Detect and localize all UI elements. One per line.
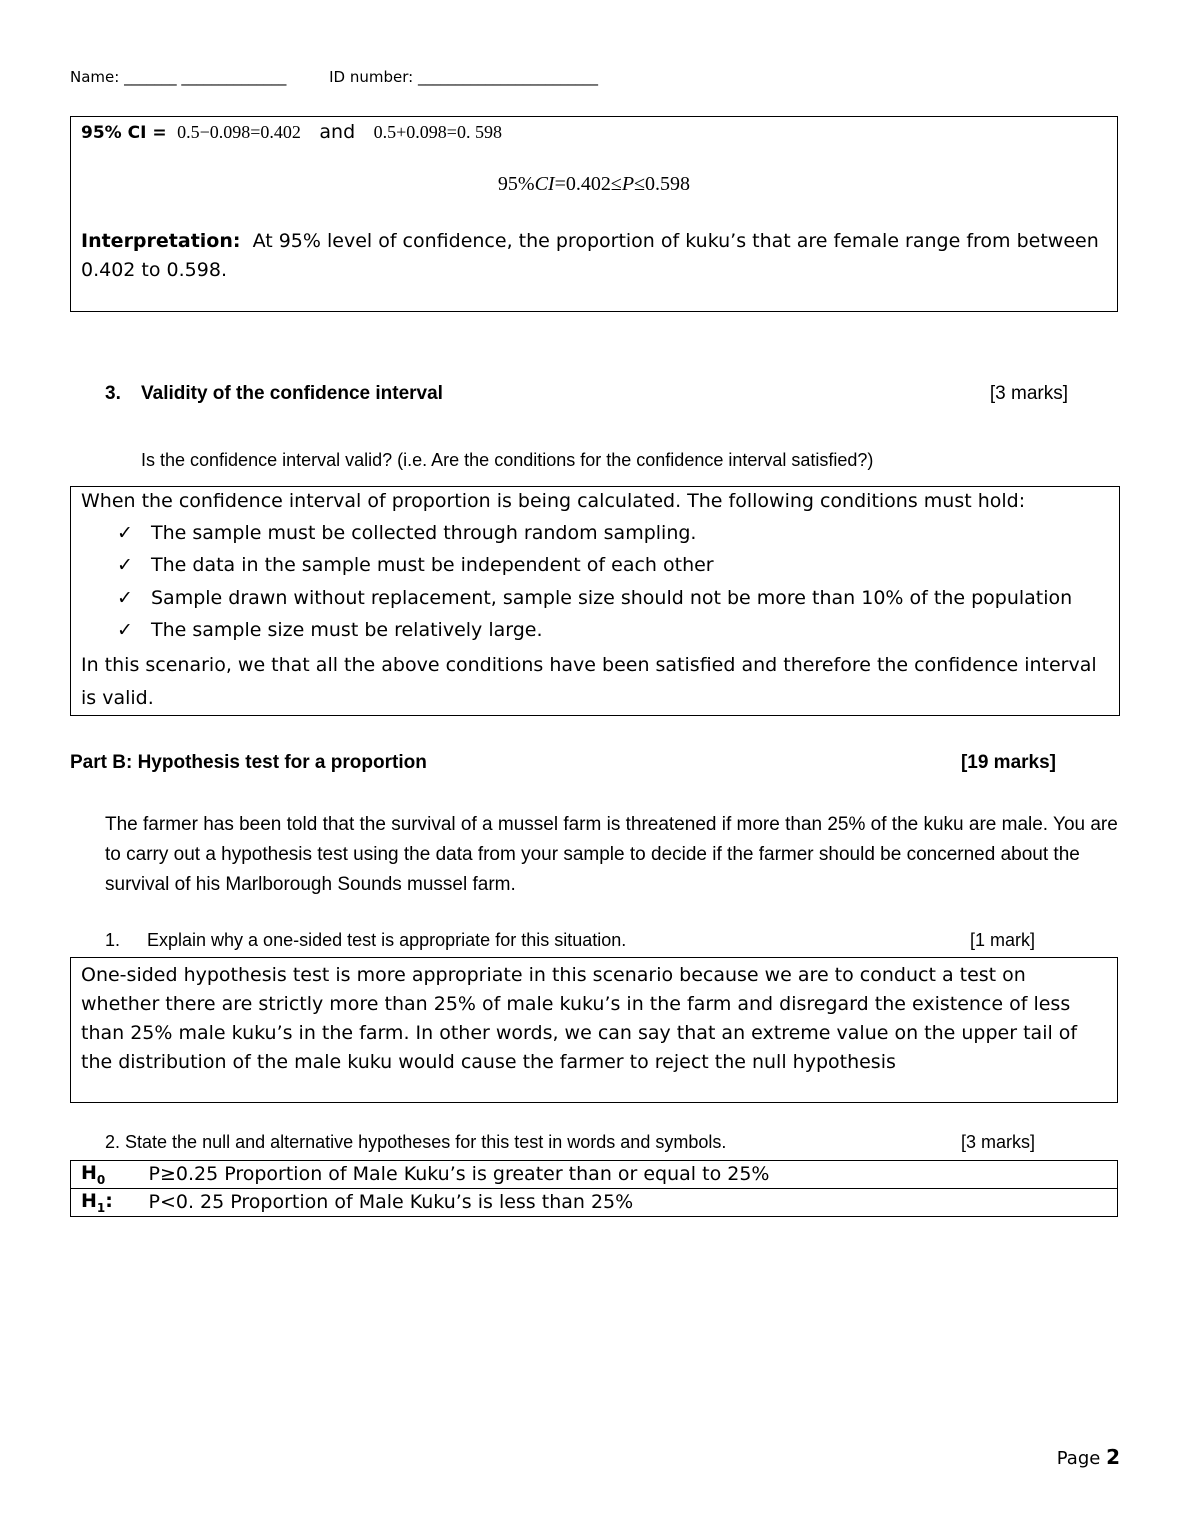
page-footer [1057, 1445, 1120, 1469]
id-number-field: ID number: ________________________ [329, 68, 598, 86]
condition-item [117, 587, 1072, 609]
question-1-marks: [1 mark] [969, 930, 1035, 950]
condition-item [117, 619, 543, 641]
question-3-prompt: Is the confidence interval valid? (i.e. Are the conditions for the confidence interval satisfied?) [141, 450, 874, 470]
ci-range-b: ≤0.598 [634, 173, 691, 195]
question-2-marks: [3 marks] [960, 1132, 1035, 1152]
header [70, 68, 636, 86]
checkmark-icon: ✓ [117, 554, 133, 576]
alternative-hypothesis-text: P<0. 25 Proportion of Male Kuku’s is less than 25% [149, 1188, 1118, 1216]
interpretation-text: At 95% level of confidence, the proportion of kuku’s that are female range from between 0.402 to 0.598. [81, 230, 1099, 281]
hypotheses-table [70, 1160, 1118, 1217]
h1-colon: : [105, 1189, 113, 1212]
question-1-heading [105, 930, 1035, 951]
question-1-number: 1. [105, 930, 121, 950]
ci-result-line [71, 173, 1117, 196]
part-b-heading [70, 752, 1056, 774]
h0-subscript: 0 [96, 1172, 106, 1187]
condition-text: The sample size must be relatively large. [151, 619, 543, 641]
page-label: Page [1056, 1448, 1101, 1469]
ci-lower-calc: 0.5−0.098=0.402 [177, 122, 301, 142]
confidence-interval-answer-box [70, 116, 1118, 312]
h1-subscript: 1 [96, 1200, 106, 1215]
question-1-prompt: Explain why a one-sided test is appropriate for this situation. [147, 930, 627, 950]
checkmark-icon: ✓ [117, 522, 133, 544]
checkmark-icon: ✓ [117, 619, 133, 641]
conditions-conclusion: In this scenario, we that all the above conditions have been satisfied and therefore the confidence interval is valid. [81, 654, 1097, 709]
condition-text: The sample must be collected through random sampling. [151, 522, 697, 544]
question-3-heading [105, 383, 1070, 405]
page-number: 2 [1106, 1445, 1120, 1469]
ci-label: 95% CI = [81, 123, 167, 143]
condition-item [117, 554, 714, 576]
ci-symbol: CI [534, 173, 555, 195]
null-hypothesis-text: P≥0.25 Proportion of Male Kuku’s is greater than or equal to 25% [149, 1161, 1118, 1189]
ci-upper-calc: 0.5+0.098=0. 598 [373, 122, 502, 142]
interpretation-label: Interpretation: [81, 230, 241, 252]
question-2-heading [105, 1132, 1035, 1153]
condition-text: The data in the sample must be independent of each other [151, 554, 714, 576]
question-1-answer-box [70, 957, 1118, 1103]
conditions-intro: When the confidence interval of proportion is being calculated. The following conditions must hold: [81, 490, 1026, 512]
question-3-title: Validity of the confidence interval [141, 383, 443, 404]
h-letter: H [81, 1189, 97, 1212]
part-b-title: Part B: Hypothesis test for a proportion [70, 752, 427, 773]
ci-and-word: and [319, 121, 356, 143]
ci-prefix: 95% [497, 173, 535, 195]
part-b-intro: The farmer has been told that the survival of a mussel farm is threatened if more than 25% of the kuku are male. You are to carry out a hypothesis test using the data from your sample to decide if the farmer should be concerned about the survival of his Marlborough Sounds mussel farm. [105, 814, 1118, 895]
null-hypothesis-label [71, 1161, 149, 1189]
ci-p-symbol: P [621, 173, 635, 195]
condition-item [117, 522, 696, 544]
alternative-hypothesis-row [71, 1188, 1118, 1216]
h-letter: H [81, 1162, 97, 1184]
interpretation [81, 227, 1103, 285]
question-1-answer: One-sided hypothesis test is more appropriate in this scenario because we are to conduct a test on whether there are strictly more than 25% of male kuku’s in the farm and disregard the existence of less than 25% male kuku’s in the farm. In other words, we can say that an extreme value on the upper tail of the distribution of the male kuku would cause the farmer to reject the null hypothesis [81, 964, 1078, 1073]
condition-text: Sample drawn without replacement, sample size should not be more than 10% of the population [151, 587, 1073, 609]
ci-calculation-line [81, 121, 502, 143]
name-field: Name: _______ ______________ [70, 68, 287, 86]
alternative-hypothesis-label [71, 1188, 149, 1216]
conditions-answer-box [70, 486, 1120, 716]
checkmark-icon: ✓ [117, 587, 133, 609]
ci-range-a: =0.402≤ [554, 173, 622, 195]
question-3-marks: [3 marks] [989, 383, 1068, 404]
null-hypothesis-row [71, 1161, 1118, 1189]
question-3-number: 3. [105, 383, 121, 404]
question-2-prompt: 2. State the null and alternative hypotheses for this test in words and symbols. [105, 1132, 727, 1152]
part-b-marks: [19 marks] [960, 752, 1056, 773]
